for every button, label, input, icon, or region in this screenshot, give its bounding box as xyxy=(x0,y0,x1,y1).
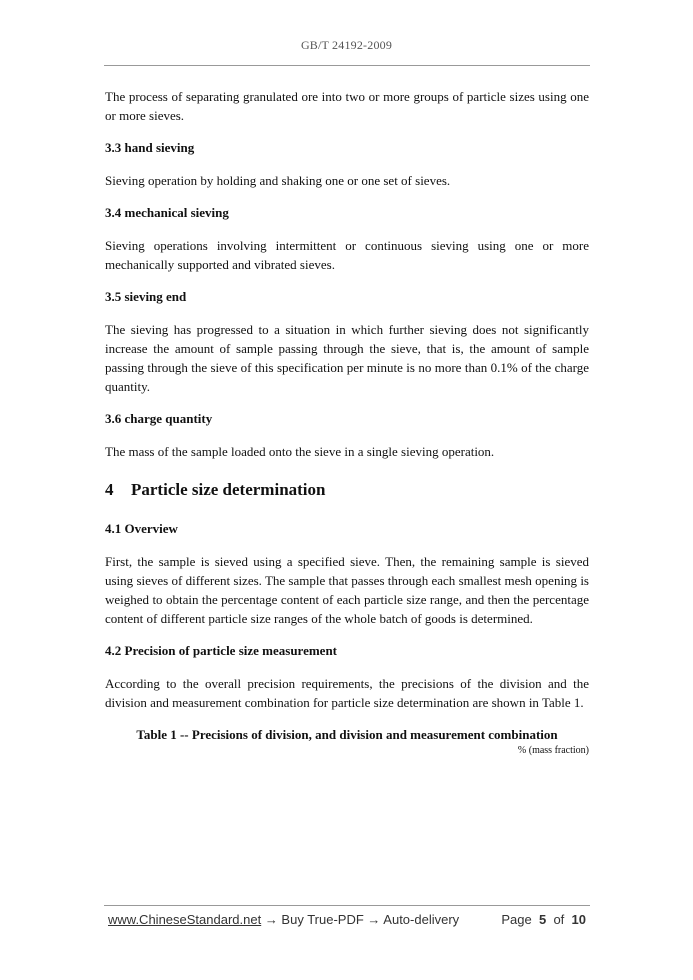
clause-4-2-text: According to the overall precision requirements, the precisions of the division and the division and measurement combination for particle size determination are shown in Table 1. xyxy=(105,676,589,710)
total-pages: 10 xyxy=(571,912,586,927)
clause-3-4-heading: 3.4 mechanical sieving xyxy=(105,205,229,220)
current-page: 5 xyxy=(538,912,547,927)
clause-3-5-text: The sieving has progressed to a situation in which further sieving does not significantly increase the amount of sample passing through the sieve, that is, the amount of sample passing through the sieve of this specification per minute is no more than 0.1% of the charge quantity. xyxy=(105,322,589,394)
clause-4-1-text: First, the sample is sieved using a specified sieve. Then, the remaining sample is sieved using sieves of different sizes. The sample that passes through each smallest mesh opening is weighed to obtain the percentage content of each particle size range, and then the percentage content of different particle size ranges of the whole batch of goods is determined. xyxy=(105,554,589,626)
footer-divider xyxy=(104,905,590,906)
page-of: of xyxy=(553,912,565,927)
footer-promo-text: → Buy True-PDF → Auto-delivery xyxy=(261,912,460,927)
clause-3-3-text: Sieving operation by holding and shaking one or one set of sieves. xyxy=(105,173,451,188)
running-header: GB/T 24192-2009 xyxy=(300,38,393,52)
header-divider xyxy=(104,65,590,66)
section-4-heading xyxy=(105,479,589,501)
clause-4-1-heading: 4.1 Overview xyxy=(105,521,178,536)
clause-3-6-heading: 3.6 charge quantity xyxy=(105,411,213,426)
clause-3-6-text: The mass of the sample loaded onto the sieve in a single sieving operation. xyxy=(105,444,495,459)
section-4-title: Particle size determination xyxy=(131,480,326,499)
table-1-caption: Table 1 -- Precisions of division, and division and measurement combination xyxy=(136,727,558,742)
definition-3-2-text: The process of separating granulated ore into two or more groups of particle sizes using one or more sieves. xyxy=(105,89,589,123)
footer-promo xyxy=(108,912,459,927)
clause-4-2-heading: 4.2 Precision of particle size measurement xyxy=(105,643,338,658)
page-word: Page xyxy=(501,912,532,927)
clause-3-5-heading: 3.5 sieving end xyxy=(105,289,187,304)
clause-3-3-heading: 3.3 hand sieving xyxy=(105,140,195,155)
clause-3-4-text: Sieving operations involving intermittent or continuous sieving using one or more mechanically supported and vibrated sieves. xyxy=(105,238,589,272)
table-1-unit: % (mass fraction) xyxy=(517,745,589,756)
site-link[interactable]: www.ChineseStandard.net xyxy=(108,912,262,927)
section-4-number: 4 xyxy=(105,480,114,499)
page-body xyxy=(105,87,589,758)
page-indicator xyxy=(501,912,586,927)
